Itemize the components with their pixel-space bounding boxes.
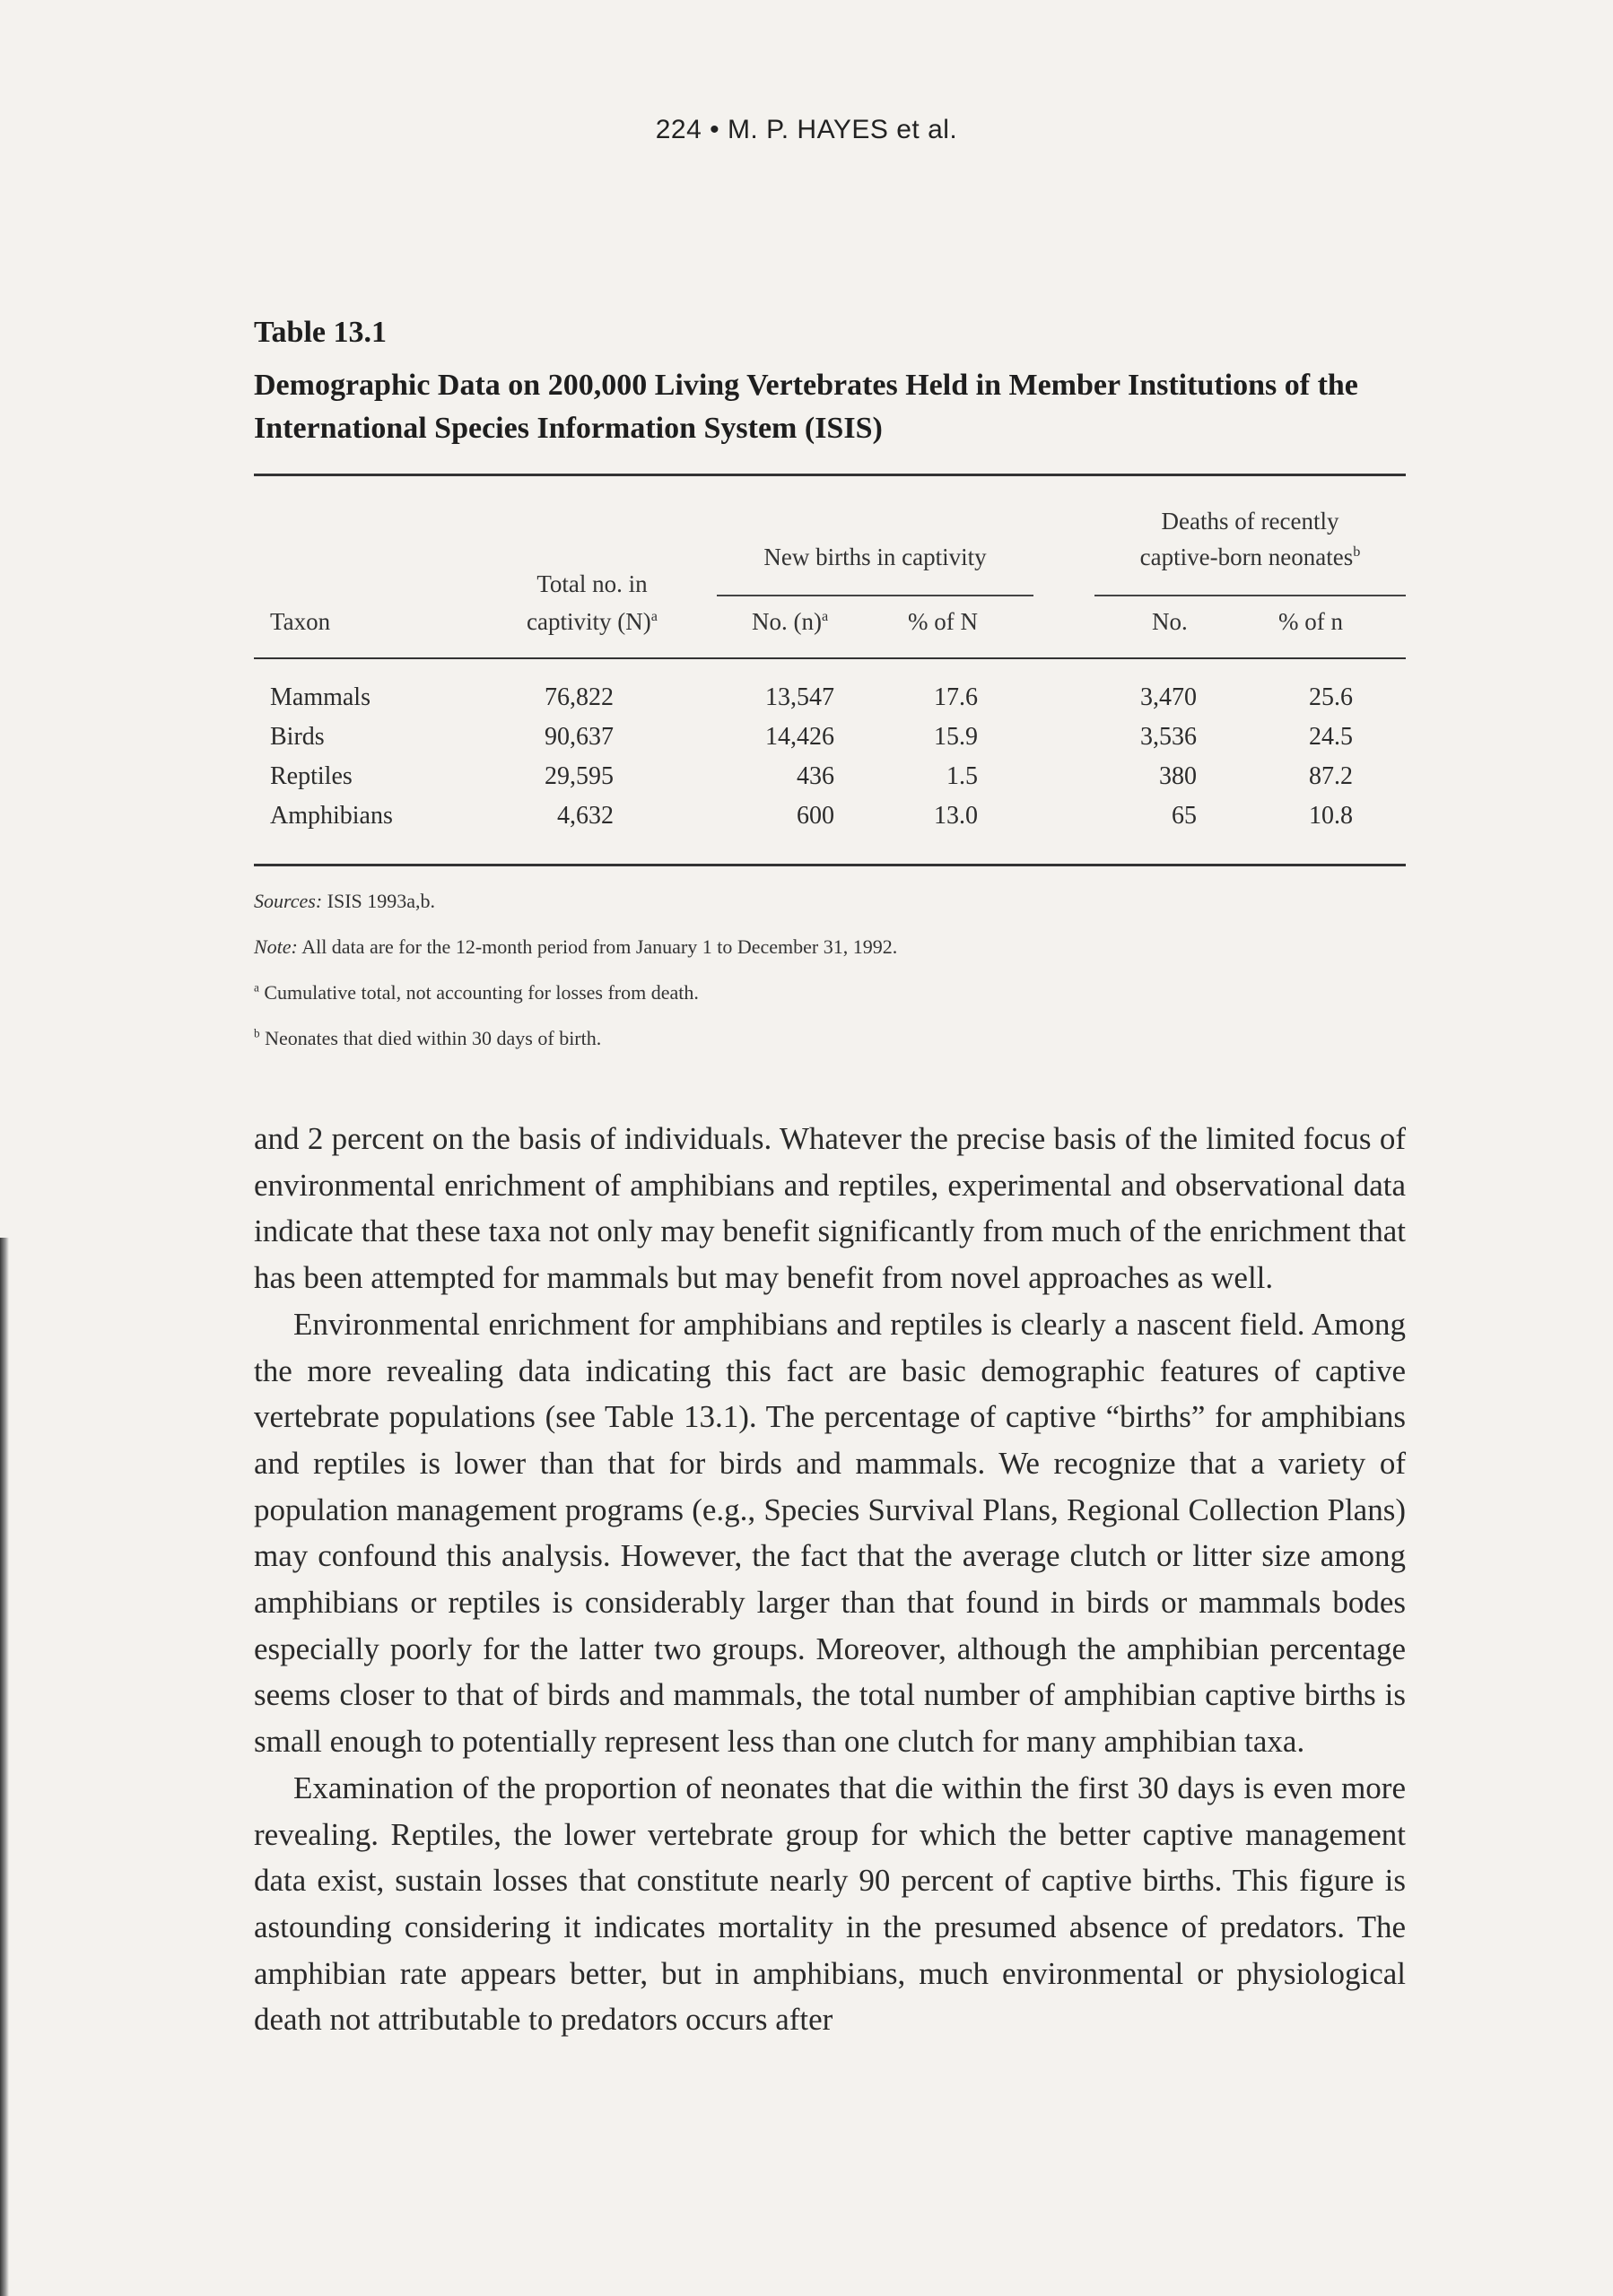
cell-taxon: Birds: [270, 723, 325, 751]
cell-births-no: 14,426: [765, 723, 834, 751]
header-taxon: Taxon: [270, 608, 331, 635]
running-head: 224 • M. P. HAYES et al.: [655, 115, 958, 144]
table-bottom-rule: [254, 864, 1406, 866]
cell-total: 29,595: [545, 762, 614, 790]
deaths-group-rule: [1094, 595, 1406, 596]
header-births-no: No. $(n)^a$: [752, 608, 829, 635]
cell-births-pct: 15.9: [934, 723, 978, 751]
header-deaths-pct: % of n: [1278, 608, 1343, 635]
table-note: Note: All data are for the 12-month period from January 1 to December 31, 1992.: [254, 935, 898, 958]
page-binding-shadow: [0, 1238, 9, 2296]
body-text: [254, 1116, 1406, 2043]
paragraph-1: and 2 percent on the basis of individuals. Whatever the precise basis of the limited focus of environmental enrichment of amphibians and reptiles, experimental and observational data indicate that these taxa not only may benefit significantly from much of the enrichment that has been attempted for mammals but may benefit from novel approaches as well.: [254, 1121, 1406, 1296]
cell-deaths-no: 65: [1172, 802, 1197, 830]
header-deaths-no: No.: [1152, 608, 1188, 635]
cell-births-no: 600: [797, 802, 834, 830]
cell-births-pct: 1.5: [946, 762, 978, 790]
footnote-b: $^b$ Neonates that died within 30 days of birth.: [254, 1026, 602, 1049]
cell-deaths-pct: 25.6: [1309, 683, 1353, 711]
cell-deaths-no: 3,536: [1140, 723, 1197, 751]
cell-deaths-no: 3,470: [1140, 683, 1197, 711]
header-births-group: New births in captivity: [763, 544, 987, 570]
cell-births-pct: 17.6: [934, 683, 978, 711]
header-total-line2: captivity $(N)^a$: [527, 608, 658, 635]
cell-births-pct: 13.0: [934, 802, 978, 830]
table-header-rule: [254, 657, 1406, 659]
cell-deaths-pct: 24.5: [1309, 723, 1353, 751]
table-title: Demographic Data on 200,000 Living Vertebrates Held in Member Institutions of the International Species Information System (ISIS): [254, 369, 1358, 445]
cell-deaths-pct: 87.2: [1309, 762, 1353, 790]
cell-total: 4,632: [557, 802, 614, 830]
cell-births-no: 436: [797, 762, 834, 790]
footnote-a: $^a$ Cumulative total, not accounting for losses from death.: [254, 980, 699, 1004]
cell-taxon: Reptiles: [270, 762, 353, 790]
table-number: Table 13.1: [254, 316, 388, 349]
paragraph-3: Examination of the proportion of neonates that die within the first 30 days is even more revealing. Reptiles, the lower vertebrate group for which the better captive management data exist, sustain losses that constitute nearly 90 percent of captive births. This figure is astounding considering it indicates mortality in the presumed absence of predators. The amphibian rate appears better, but in amphibians, much environmental or physiological death not attributable to predators occurs after: [254, 1770, 1406, 2038]
header-deaths-group-line2: captive-born neonates$^b$: [1139, 544, 1361, 570]
header-births-pct: % of N: [908, 608, 978, 635]
cell-taxon: Amphibians: [270, 802, 393, 830]
cell-deaths-pct: 10.8: [1309, 802, 1353, 830]
cell-births-no: 13,547: [765, 683, 834, 711]
cell-taxon: Mammals: [270, 683, 371, 711]
table-sources: Sources: ISIS 1993a,b.: [254, 890, 436, 912]
cell-deaths-no: 380: [1159, 762, 1197, 790]
header-total-line1: Total no. in: [536, 570, 648, 597]
cell-total: 90,637: [545, 723, 614, 751]
table-top-rule: [254, 474, 1406, 476]
header-deaths-group-line1: Deaths of recently: [1161, 508, 1339, 535]
cell-total: 76,822: [545, 683, 614, 711]
paragraph-2: Environmental enrichment for amphibians and reptiles is clearly a nascent field. Among the more revealing data indicating this fact are basic demographic features of captive vertebrate populations (see Table 13.1). The percentage of captive “births” for amphibians and reptiles is lower than that for birds and mammals. We recognize that a variety of population management programs (e.g., Species Survival Plans, Regional Collection Plans) may confound this analysis. However, the fact that the average clutch or litter size among amphibians or reptiles is considerably larger than that found in birds or mammals bodes especially poorly for the latter two groups. Moreover, although the amphibian percentage seems closer to that of birds and mammals, the total number of amphibian captive births is small enough to potentially represent less than one clutch for many amphibian taxa.: [254, 1306, 1406, 1760]
births-group-rule: [717, 595, 1033, 596]
